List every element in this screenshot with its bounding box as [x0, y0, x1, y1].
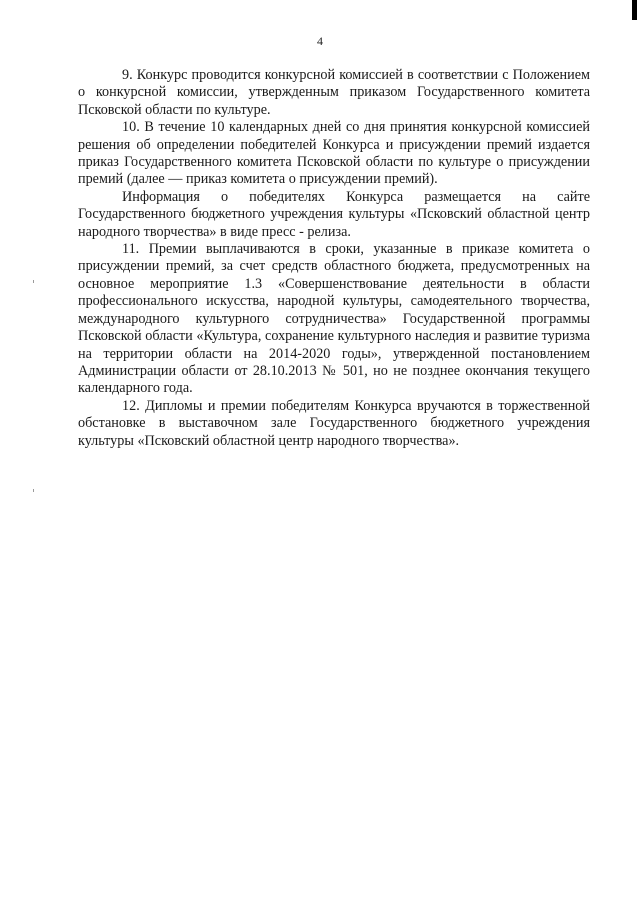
scan-speck	[33, 489, 34, 492]
paragraph-info: Информация о победителях Конкурса размещается на сайте Государственного бюджетного учреждения культуры «Псковский областной центр народного творчества» в виде пресс - релиза.	[78, 188, 590, 240]
paragraph-12: 12. Дипломы и премии победителям Конкурса вручаются в торжественной обстановке в выставочном зале Государственного бюджетного учреждения культуры «Псковский областной центр народного творчества».	[78, 397, 590, 449]
paragraph-11: 11. Премии выплачиваются в сроки, указанные в приказе комитета о присуждении премий, за счет средств областного бюджета, предусмотренных на основное мероприятие 1.3 «Совершенствование деятельности в области профессионального искусства, народной культуры, самодеятельного творчества, международного культурного сотрудничества» Государственной программы Псковской области «Культура, сохранение культурного наследия и развитие туризма на территории области на 2014-2020 годы», утвержденной постановлением Администрации области от 28.10.2013 № 501, но не позднее окончания текущего календарного года.	[78, 241, 590, 397]
paragraph-10: 10. В течение 10 календарных дней со дня принятия конкурсной комиссией решения об определении победителей Конкурса и присуждении премий издается приказ Государственного комитета Псковской области по культуре о присуждении премий (далее — приказ комитета о присуждении премий).	[78, 119, 590, 188]
document-body	[78, 67, 590, 450]
scan-edge-mark	[632, 0, 637, 20]
page-number: 4	[317, 34, 323, 48]
scan-speck	[33, 280, 34, 283]
paragraph-9: 9. Конкурс проводится конкурсной комиссией в соответствии с Положением о конкурсной комиссии, утвержденным приказом Государственного комитета Псковской области по культуре.	[78, 67, 590, 118]
